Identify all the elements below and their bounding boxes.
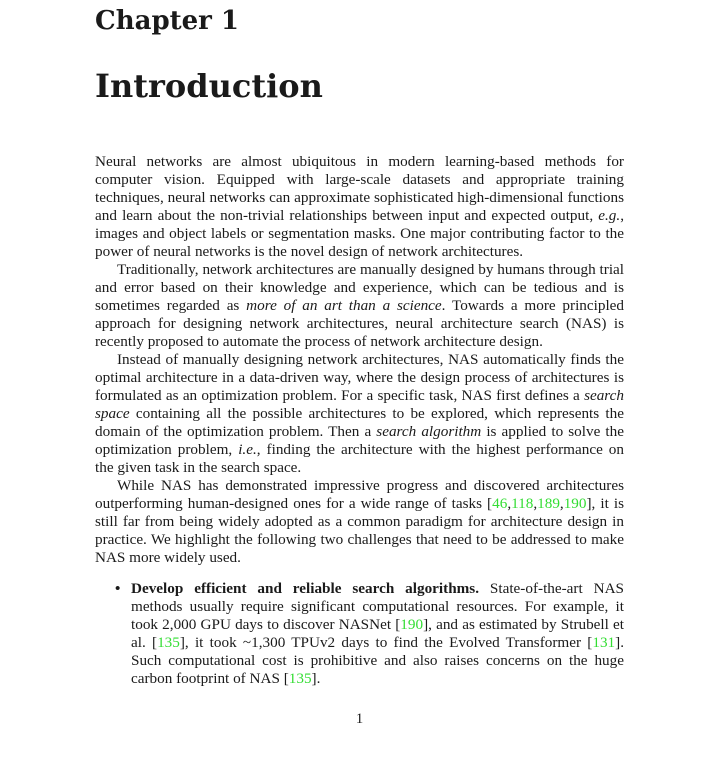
body-text bbox=[95, 153, 624, 567]
paragraph-3: Instead of manually designing network architectures, NAS automatically finds the optimal architecture in a data-driven way, where the design process of architectures is formulated as an optimization problem. For a specific task, NAS first defines a search space containing all the possible architectures to be explored, which represents the domain of the optimization problem. Then a search algorithm is applied to solve the optimization problem, i.e., finding the architecture with the highest performance on the given task in the search space. bbox=[95, 351, 624, 476]
list-item: • Develop efficient and reliable search algorithms. State-of-the-art NAS methods usually require significant computational resources. For example, it took 2,000 GPU days to discover NASNet [190], and as estimated by Strubell et al. [135], it took ~1,300 TPUv2 days to find the Evolved Transformer [131]. Such computational cost is prohibitive and also raises concerns on the huge carbon footprint of NAS [135]. bbox=[115, 580, 625, 687]
citation-link[interactable]: 118 bbox=[511, 495, 534, 512]
chapter-label: Chapter 1 bbox=[95, 6, 240, 36]
paragraph-4: While NAS has demonstrated impressive progress and discovered architectures outperforming human-designed ones for a wide range of tasks [46,118,189,190], it is still far from being widely adopted as a common paradigm for architecture design in practice. We highlight the following two challenges that need to be addressed to make NAS more widely used. bbox=[95, 477, 624, 566]
page-number: 1 bbox=[355, 711, 364, 727]
paragraph-2: Traditionally, network architectures are manually designed by humans through trial and error based on their knowledge and experience, which can be tedious and is sometimes regarded as more of an art than a science. Towards a more principled approach for designing network architectures, neural architecture search (NAS) is recently proposed to automate the process of network architecture design. bbox=[95, 261, 625, 350]
chapter-title: Introduction bbox=[95, 67, 323, 105]
bullet-icon: • bbox=[115, 580, 121, 597]
citation-link[interactable]: 190 bbox=[563, 495, 587, 512]
paragraph-1: Neural networks are almost ubiquitous in modern learning-based methods for computer vision. Equipped with large-scale datasets and appropriate training techniques, neural networks can approximate sophisticated high-dimensional functions and learn about the non-trivial relationships between input and expected output, e.g., images and object labels or segmentation masks. One major contributing factor to the power of neural networks is the novel design of network architectures. bbox=[95, 153, 624, 260]
challenge-list bbox=[115, 580, 624, 688]
bullet-title: Develop efficient and reliable search algorithms. bbox=[131, 580, 480, 597]
citation-link[interactable]: 189 bbox=[537, 495, 560, 512]
citation-link[interactable]: 135 bbox=[157, 634, 180, 651]
citation-link[interactable]: 190 bbox=[400, 616, 424, 633]
citation-link[interactable]: 46 bbox=[492, 495, 508, 512]
citation-link[interactable]: 135 bbox=[288, 670, 312, 687]
citation-link[interactable]: 131 bbox=[592, 634, 616, 651]
